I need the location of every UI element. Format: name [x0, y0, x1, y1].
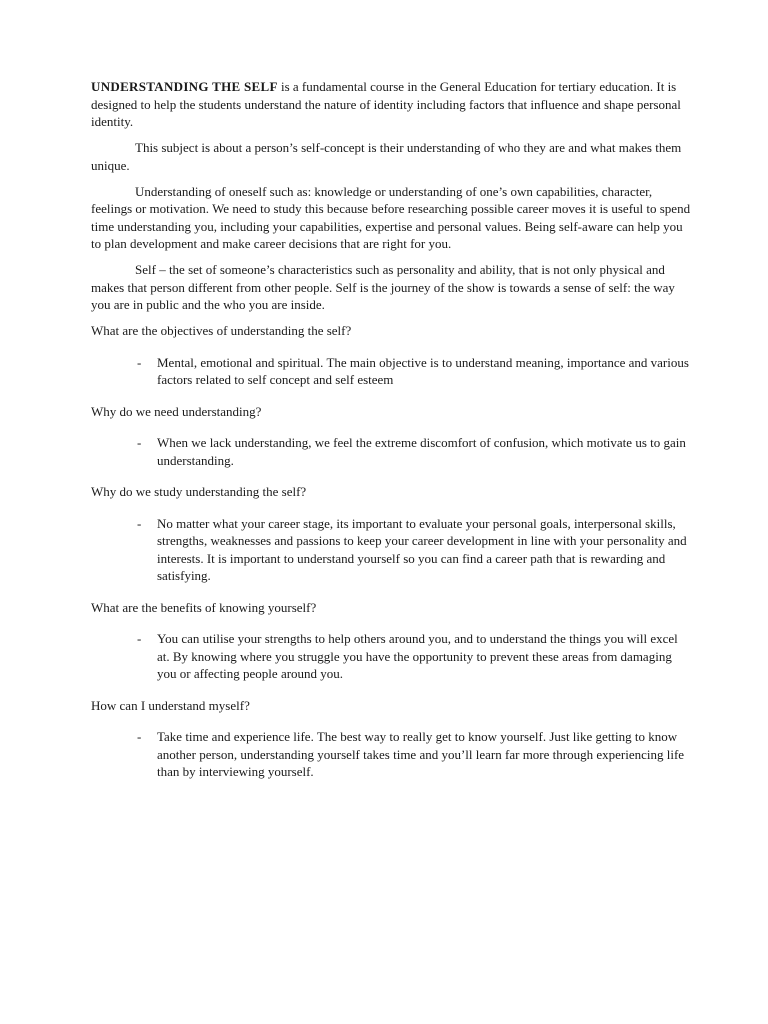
answer-benefits: [91, 630, 691, 683]
answer-text: When we lack understanding, we feel the extreme discomfort of confusion, which motivate us to gain understanding.: [157, 435, 686, 468]
intro-text: is a fundamental course in the General Education for tertiary education. It is designed to help the students understand the nature of identity including factors that influence and shape personal identity.: [91, 79, 681, 129]
question-how-understand: How can I understand myself?: [91, 697, 250, 713]
answer-text: No matter what your career stage, its important to evaluate your personal goals, interpersonal skills, strengths, weaknesses and passions to keep your career development in line with your personality and interests. It is important to understand yourself so you can find a career path that is rewarding and satisfying.: [157, 515, 687, 583]
bullet-dash: -: [137, 515, 142, 531]
answer-text: Mental, emotional and spiritual. The main objective is to understand meaning, importance and various factors related to self concept and self esteem: [157, 354, 689, 387]
answer-objectives: [91, 354, 691, 389]
bullet-dash: -: [137, 631, 142, 646]
bullet-dash: -: [137, 435, 142, 450]
paragraph-self-definition: Self – the set of someone’s characteristics such as personality and ability, that is not only physical and makes that person different from other people. Self is the journey of the show is towards a sense of self: the way you are in public and the who you are inside.: [91, 262, 675, 312]
question-benefits: What are the benefits of knowing yourself?: [91, 599, 317, 615]
paragraph-understanding-oneself: Understanding of oneself such as: knowledge or understanding of one’s own capabilities, character, feelings or motivation. We need to study this because before researching possible career moves it is useful to spend time understanding you, including your capabilities, expertise and personal values. Being self-aware can help you to plan development and make career decisions that are right for you.: [91, 183, 691, 251]
question-objectives: What are the objectives of understanding the self?: [91, 323, 352, 338]
bullet-dash: -: [137, 729, 142, 744]
paragraph-self-concept: This subject is about a person’s self-concept is their understanding of who they are and what makes them unique.: [91, 140, 682, 173]
question-need-understanding: Why do we need understanding?: [91, 403, 262, 419]
answer-how-understand: [91, 728, 691, 781]
course-title: UNDERSTANDING THE SELF: [91, 79, 278, 94]
question-why-study: Why do we study understanding the self?: [91, 484, 307, 499]
answer-text: Take time and experience life. The best way to really get to know yourself. Just like getting to know another person, understanding yourself takes time and you’ll learn far more through experiencing life than by interviewing yourself.: [157, 729, 685, 779]
answer-text: You can utilise your strengths to help others around you, and to understand the things you will excel at. By knowing where you struggle you have the opportunity to prevent these areas from damaging you or affecting people around you.: [157, 631, 678, 681]
bullet-dash: -: [137, 354, 142, 370]
document-body: [91, 78, 691, 795]
intro-paragraph: [91, 78, 691, 131]
answer-need-understanding: [91, 434, 691, 469]
answer-why-study: [91, 515, 691, 585]
